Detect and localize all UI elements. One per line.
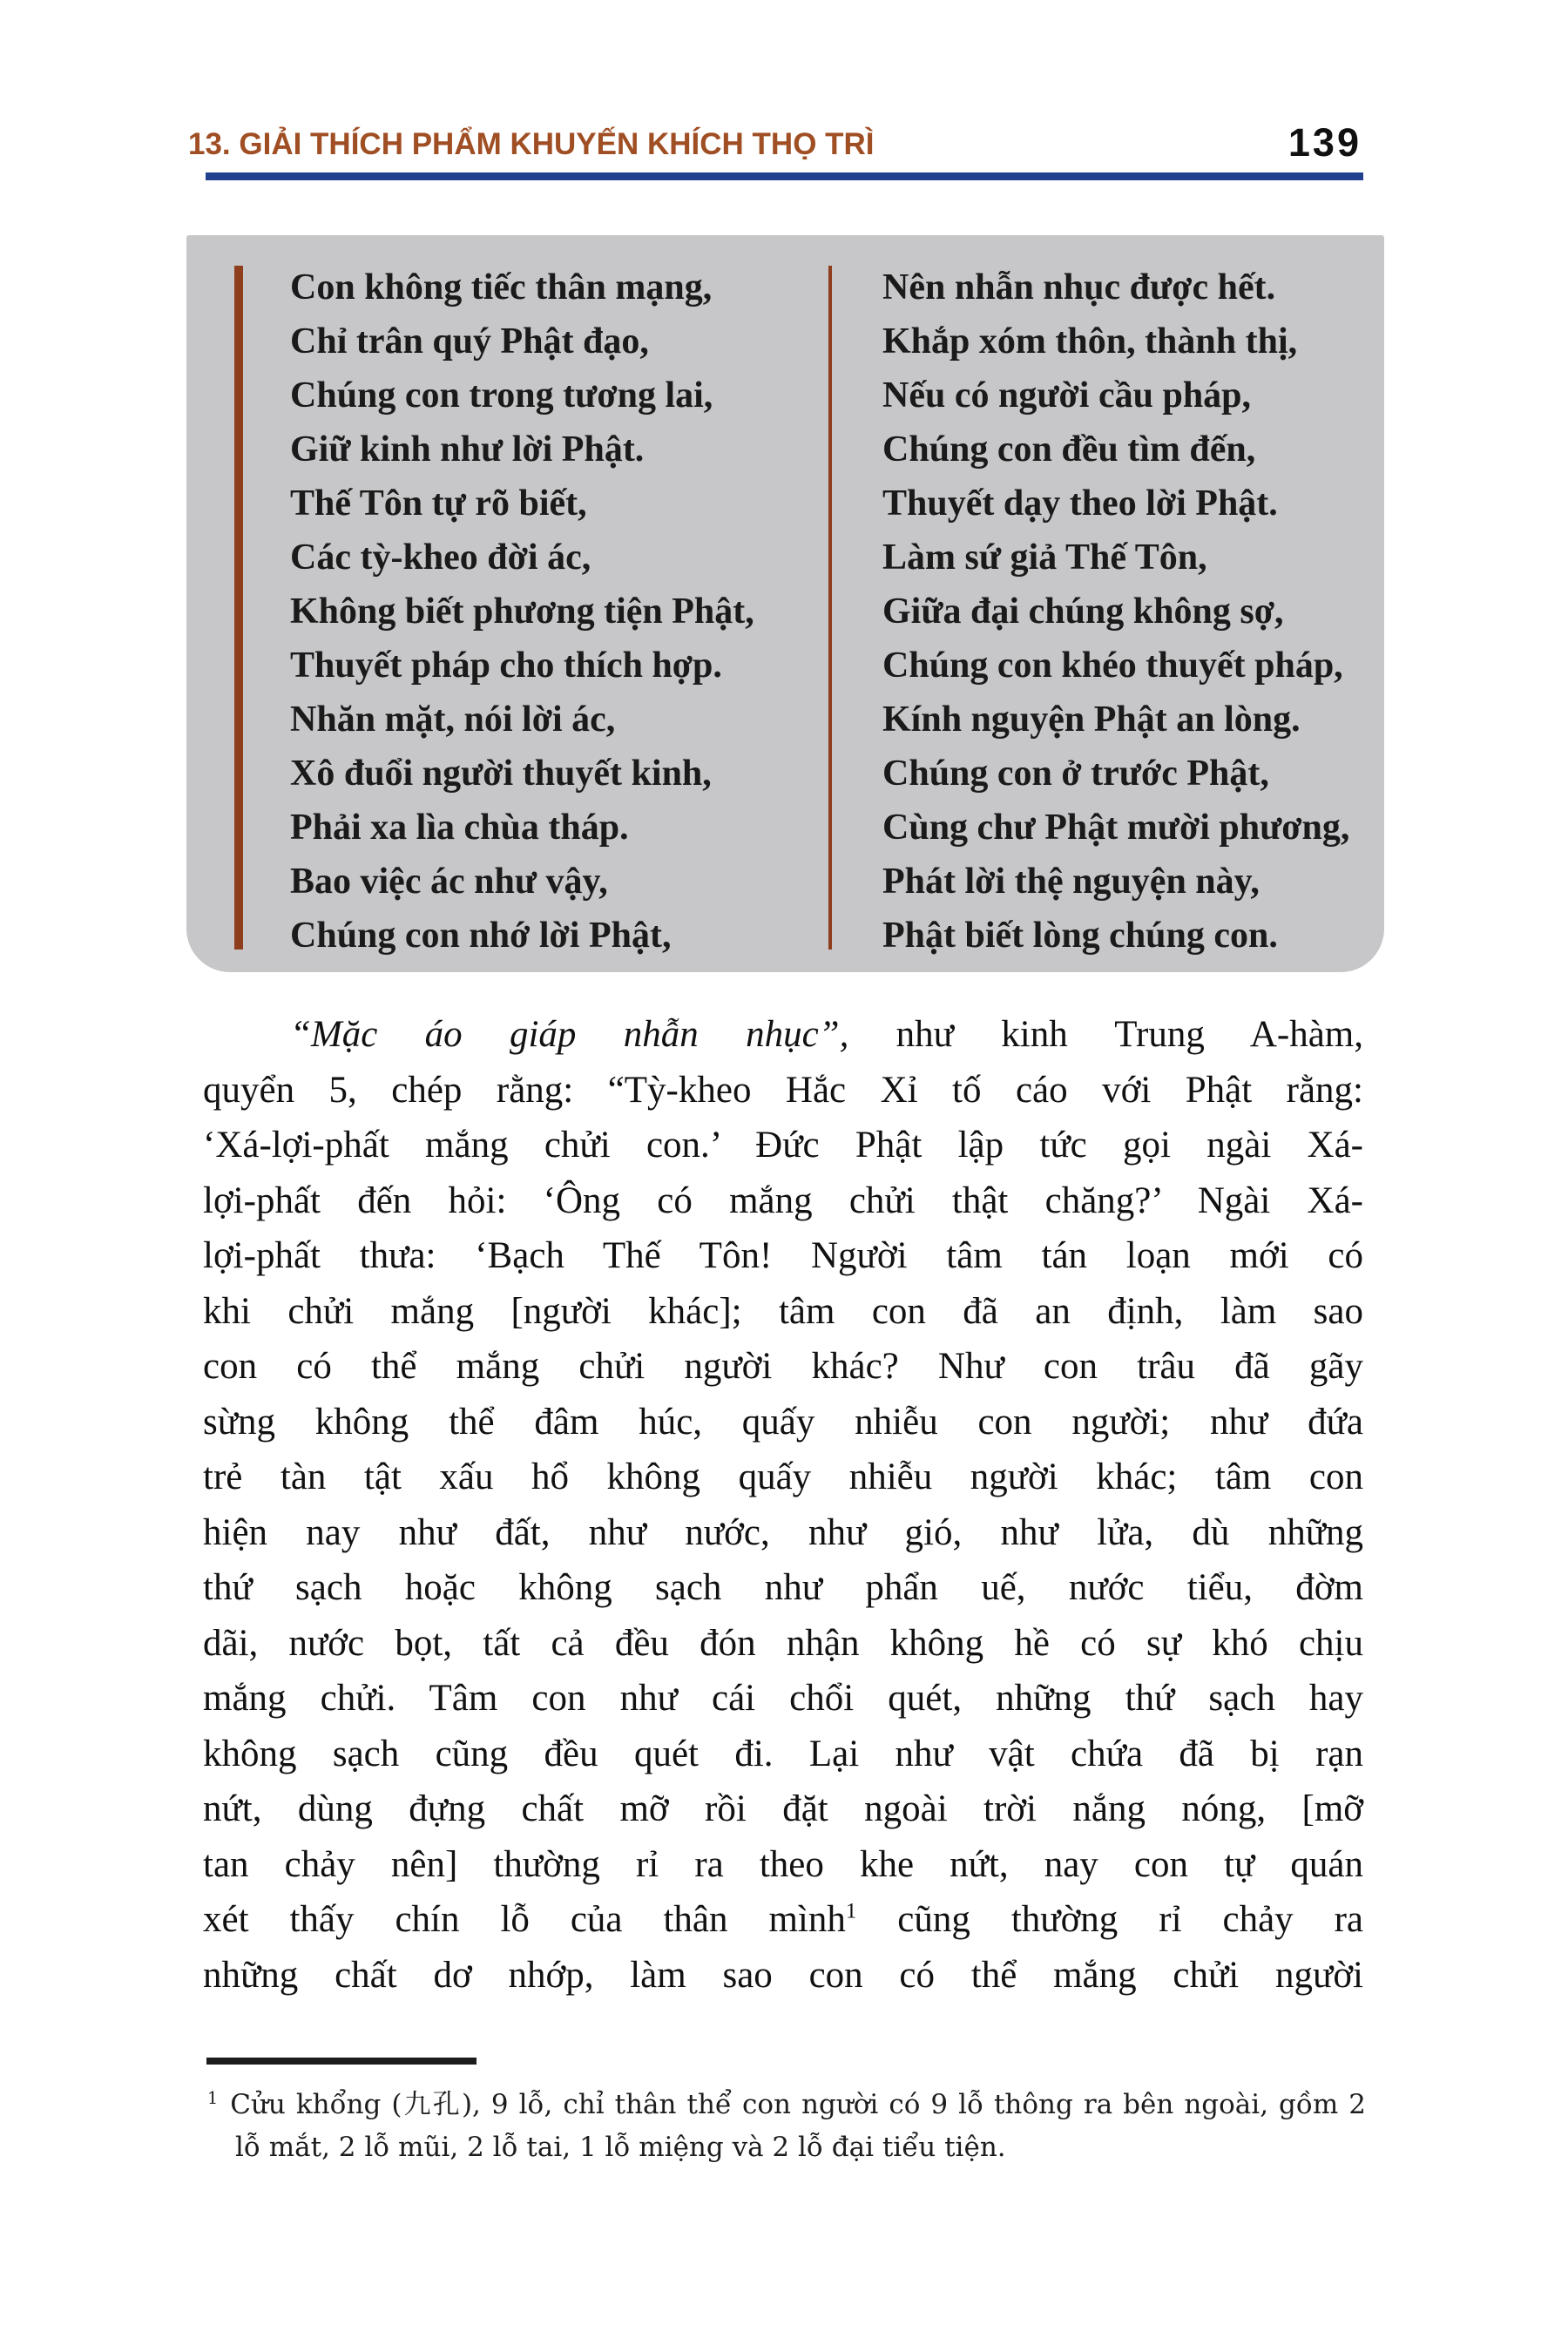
verse-accent-bar-left [234,266,243,950]
page-number: 139 [1288,120,1362,165]
verse-line: Khắp xóm thôn, thành thị, [882,321,1298,362]
verse-line: Giữ kinh như lời Phật. [290,429,645,470]
verse-line: Các tỳ-kheo đời ác, [290,537,591,578]
body-line: không sạch cũng đều quét đi. Lại như vật chứa đã bị rạn [203,1733,1363,1774]
verse-line: Làm sứ giả Thế Tôn, [882,537,1207,578]
verse-line: Xô đuổi người thuyết kinh, [290,754,712,794]
body-line: những chất dơ nhớp, làm sao con có thể mắng chửi người [203,1954,1363,1996]
chapter-header: 13. GIẢI THÍCH PHẨM KHUYẾN KHÍCH THỌ TRÌ [188,127,875,161]
verse-line: Chúng con đều tìm đến, [882,429,1256,470]
body-line-text: như kinh Trung A-hàm, [848,1014,1363,1055]
body-line-text: cũng thường rỉ chảy ra [856,1899,1364,1940]
footnote-separator [206,2058,476,2065]
body-line-text: xét thấy chín lỗ của thân mình [203,1899,846,1940]
verse-line: Nên nhẫn nhục được hết. [882,267,1276,308]
verse-line: Giữa đại chúng không sợ, [882,591,1284,632]
verse-line: Bao việc ác như vậy, [290,862,608,902]
body-line: ‘Xá-lợi-phất mắng chửi con.’ Đức Phật lập tức gọi ngài Xá- [203,1125,1363,1166]
footnote-text: Cửu khổng (九孔), 9 lỗ, chỉ thân thể con người có 9 lỗ thông ra bên ngoài, gồm 2 [230,2089,1366,2120]
verse-line: Thuyết pháp cho thích hợp. [290,645,722,686]
body-line: con có thể mắng chửi người khác? Như con trâu đã gãy [203,1346,1363,1387]
verse-line: Con không tiếc thân mạng, [290,267,713,308]
verse-column-right [882,260,1392,963]
verse-line: Cùng chư Phật mười phương, [882,808,1350,848]
footnote-line: lỗ mắt, 2 lỗ mũi, 2 lỗ tai, 1 lỗ miệng và 2 lỗ đại tiểu tiện. [235,2132,1006,2163]
header-rule [206,172,1363,180]
body-line: dãi, nước bọt, tất cả đều đón nhận không hề có sự khó chịu [203,1622,1363,1664]
body-line: khi chửi mắng [người khác]; tâm con đã an định, làm sao [203,1290,1363,1332]
body-line: nứt, dùng đựng chất mỡ rồi đặt ngoài trời nắng nóng, [mỡ [203,1788,1363,1829]
verse-line: Không biết phương tiện Phật, [290,591,754,632]
body-line: lợi-phất đến hỏi: ‘Ông có mắng chửi thật chăng?’ Ngài Xá- [203,1179,1363,1221]
verse-line: Kính nguyện Phật an lòng. [882,700,1301,740]
verse-column-left [290,260,813,963]
verse-line: Chúng con trong tương lai, [290,375,713,416]
verse-line: Phát lời thệ nguyện này, [882,862,1260,902]
footnote [207,2084,1366,2169]
footnote-marker: 1 [207,2087,219,2108]
footnote-reference: 1 [845,1899,857,1923]
body-line: quyển 5, chép rằng: “Tỳ-kheo Hắc Xỉ tố cáo với Phật rằng: [203,1069,1363,1111]
body-line: lợi-phất thưa: ‘Bạch Thế Tôn! Người tâm tán loạn mới có [203,1235,1363,1276]
quoted-phrase: “Mặc áo giáp nhẫn nhục”, [290,1014,849,1055]
footnote-line [207,2084,1366,2126]
body-line: trẻ tàn tật xấu hổ không quấy nhiễu người khác; tâm con [203,1456,1363,1497]
verse-line: Thuyết dạy theo lời Phật. [882,483,1278,524]
verse-line: Chúng con khéo thuyết pháp, [882,645,1343,686]
body-line: tan chảy nên] thường rỉ ra theo khe nứt, nay con tự quán [203,1843,1363,1885]
verse-line: Chỉ trân quý Phật đạo, [290,321,649,362]
body-line [203,1892,1363,1948]
verse-line: Phải xa lìa chùa tháp. [290,808,629,848]
body-line: hiện nay như đất, như nước, như gió, như lửa, dù những [203,1511,1363,1553]
verse-line: Thế Tôn tự rõ biết, [290,483,587,524]
body-line: mắng chửi. Tâm con như cái chổi quét, những thứ sạch hay [203,1678,1363,1719]
verse-line: Nếu có người cầu pháp, [882,375,1252,416]
verse-line: Nhăn mặt, nói lời ác, [290,700,616,740]
verse-line: Chúng con ở trước Phật, [882,754,1269,794]
body-line: thứ sạch hoặc không sạch như phẩn uế, nước tiểu, đờm [203,1567,1363,1608]
verse-line: Phật biết lòng chúng con. [882,916,1278,956]
verse-line: Chúng con nhớ lời Phật, [290,916,672,956]
verse-panel [186,235,1384,972]
body-line: sừng không thể đâm húc, quấy nhiễu con người; như đứa [203,1401,1363,1443]
verse-accent-bar-right [828,266,832,950]
commentary-paragraph [203,1007,1363,2003]
body-line [203,1007,1363,1063]
